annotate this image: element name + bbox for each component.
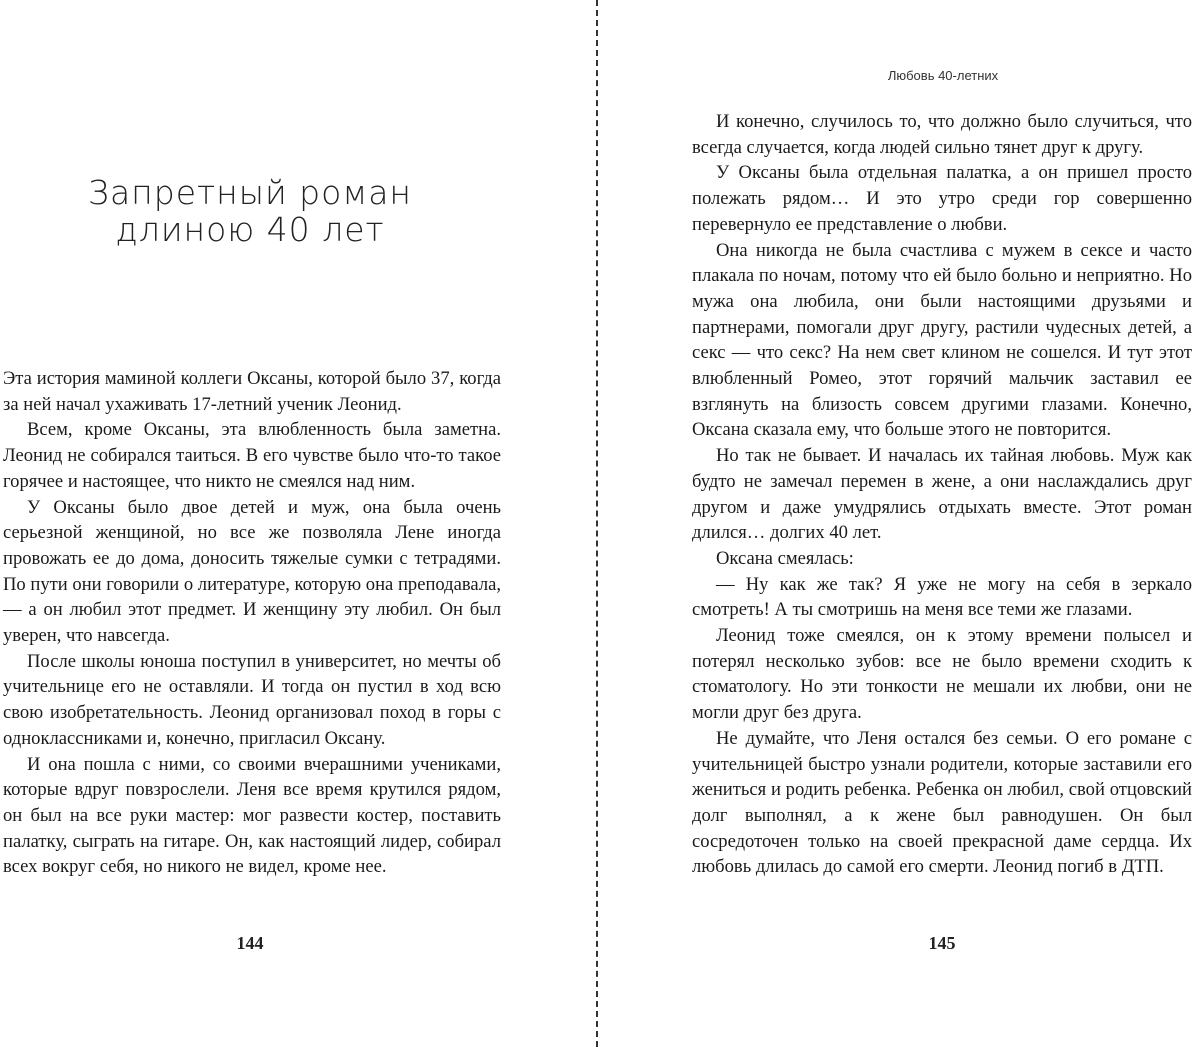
paragraph: — Ну как же так? Я уже не могу на себя в зеркало смотреть! А ты смотришь на меня все теми же глазами. — [692, 573, 1192, 621]
page-number-right: 145 — [928, 933, 956, 953]
left-page — [0, 0, 596, 1047]
chapter-title-line-2: длиною 40 лет — [115, 210, 385, 249]
paragraph: У Оксаны было двое детей и муж, она была очень серьезной женщиной, но все же позволяла Лене иногда провожать ее до дома, доносить тяжелые сумки с тетрадями. По пути они говорили о литературе, которую она преподавала, — а он любил этот предмет. И женщину эту любил. Он был уверен, что навсегда. — [3, 496, 501, 647]
paragraph: Леонид тоже смеялся, он к этому времени полысел и потерял несколько зубов: все не было времени сходить к стоматологу. Но эти тонкости не мешали их любви, они не могли друг без друга. — [692, 625, 1192, 724]
page-number-left: 144 — [236, 933, 264, 953]
paragraph: Всем, кроме Оксаны, эта влюбленность была заметна. Леонид не собирался таиться. В его чувстве было что-то такое горячее и настоящее, что никто не смеялся над ним. — [3, 419, 501, 492]
paragraph: Не думайте, что Леня остался без семьи. О его романе с учительницей быстро узнали родители, которые заставили его жениться и родить ребенка. Ребенка он любил, свой отцовский долг выполнял, а к жене был равнодушен. Он был сосредоточен только на своей прекрасной даме сердца. Их любовь длилась до самой его смерти. Леонид погиб в ДТП. — [692, 727, 1192, 878]
paragraph: У Оксаны была отдельная палатка, а он пришел просто полежать рядом… И это утро среди гор совершенно перевернуло ее представление о любви. — [692, 162, 1192, 235]
paragraph: Она никогда не была счастлива с мужем в сексе и часто плакала по ночам, потому что ей было больно и неприятно. Но мужа она любила, они были настоящими друзьями и партнерами, помогали друг другу, растили чудесных детей, а секс — что секс? На нем свет клином не сошелся. И тут этот влюбленный Ромео, этот горячий мальчик заставил ее взглянуть на близость совсем другими глазами. Конечно, Оксана сказала ему, что больше этого не повторится. — [692, 239, 1192, 441]
paragraph: Оксана смеялась: — [716, 547, 854, 569]
right-page — [598, 0, 1194, 1047]
paragraph: После школы юноша поступил в университет, но мечты об учительнице его не оставляли. И тогда он пустил в ход всю свою изобретательность. Леонид организовал поход в горы с одноклассниками и, конечно, пригласил Оксану. — [3, 650, 501, 749]
paragraph: Эта история маминой коллеги Оксаны, которой было 37, когда за ней начал ухаживать 17-летний ученик Леонид. — [3, 368, 501, 415]
chapter-title-line-1: Запретный роман — [87, 173, 413, 212]
left-page-body — [3, 366, 501, 880]
chapter-title — [0, 174, 500, 248]
running-head: Любовь 40-летних — [887, 68, 999, 83]
right-page-body — [692, 109, 1192, 880]
paragraph: Но так не бывает. И началась их тайная любовь. Муж как будто не замечал перемен в жене, а они наслаждались друг другом и даже умудрялись отдыхать вместе. Этот роман длился… долгих 40 лет. — [692, 445, 1192, 544]
paragraph: И конечно, случилось то, что должно было случиться, что всегда случается, когда людей сильно тянет друг к другу. — [692, 111, 1192, 158]
paragraph: И она пошла с ними, со своими вчерашними учениками, которые вдруг повзрослели. Леня все время крутился рядом, он был на все руки мастер: мог развести костер, поставить палатку, сыграть на гитаре. Он, как настоящий лидер, собирал всех вокруг себя, но никого не видел, кроме нее. — [3, 753, 501, 878]
